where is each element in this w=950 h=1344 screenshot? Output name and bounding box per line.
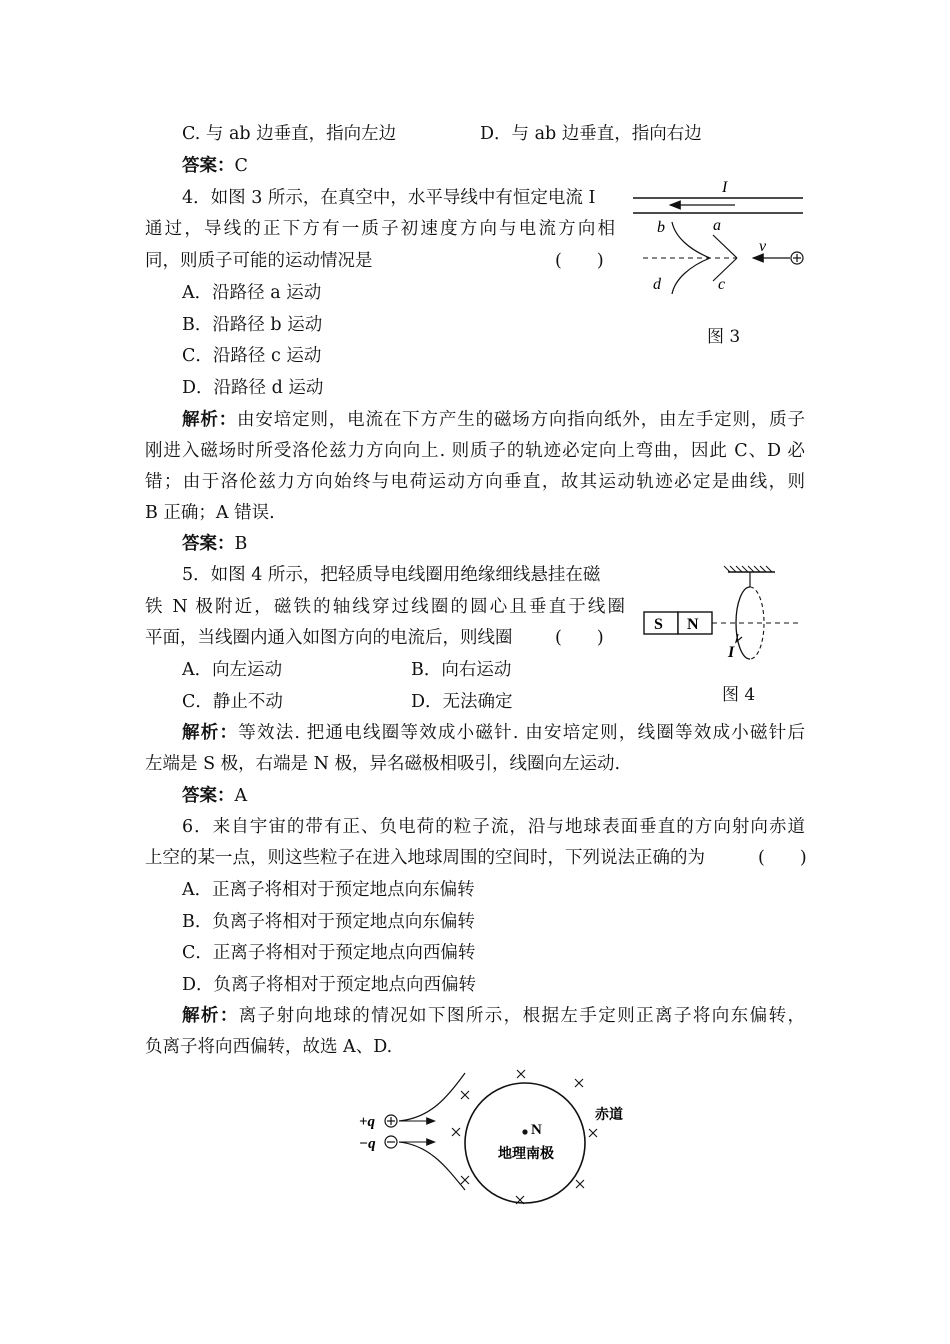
- q6-option-d: D．负离子将相对于预定地点向西偏转: [182, 975, 477, 995]
- analysis-label: 解析：: [182, 1006, 239, 1026]
- figure-3: [625, 175, 825, 300]
- velocity-label: v: [759, 238, 767, 255]
- q4-option-b: B．沿路径 b 运动: [182, 315, 323, 335]
- answer-value: B: [234, 534, 248, 554]
- q4-option-a: A．沿路径 a 运动: [182, 283, 322, 303]
- q5-stem-line3: 平面，当线圈内通入如图方向的电流后，则线圈: [145, 628, 513, 648]
- q5-analysis-line2: 左端是 S 极，右端是 N 极，异名磁极相吸引，线圈向左运动.: [145, 754, 621, 774]
- q5-option-b: B．向右运动: [411, 660, 512, 680]
- analysis-label: 解析：: [182, 410, 238, 430]
- pos-trajectory: [399, 1073, 465, 1121]
- q6-analysis-line2: 负离子将向西偏转，故选 A、D.: [145, 1037, 393, 1057]
- answer-label: 答案：: [182, 156, 235, 176]
- q4-stem-line2: 通过，导线的正下方有一质子初速度方向与电流方向相: [145, 219, 615, 239]
- q6-stem-line1: 6．来自宇宙的带有正、负电荷的粒子流，沿与地球表面垂直的方向射向赤道: [182, 817, 805, 837]
- path-a: [713, 235, 737, 258]
- q3-option-c: C. 与 ab 边垂直，指向左边: [182, 124, 397, 144]
- q4-option-c: C．沿路径 c 运动: [182, 346, 322, 366]
- figure-4: [640, 562, 810, 662]
- north-pole-dot: [522, 1129, 527, 1134]
- q4-analysis-line2: 刚进入磁场时所受洛伦兹力方向向上. 则质子的轨迹必定向上弯曲，因此 C、D 必: [145, 441, 805, 461]
- q5-stem-line2: 铁 N 极附近，磁铁的轴线穿过线圈的圆心且垂直于线圈: [145, 597, 625, 617]
- q6-analysis-line1: 解析：离子射向地球的情况如下图所示，根据左手定则正离子将向东偏转，: [182, 1006, 805, 1026]
- label-d: d: [653, 276, 661, 293]
- magnet-s-label: S: [654, 616, 663, 633]
- pole-label: 地理南极: [498, 1147, 554, 1162]
- earth-circle: [465, 1083, 585, 1203]
- answer-value: A: [234, 786, 248, 806]
- q5-option-d: D．无法确定: [411, 692, 513, 712]
- magnet-n-label: N: [687, 616, 699, 633]
- answer-label: 答案：: [182, 786, 235, 806]
- path-d: [672, 258, 710, 294]
- q4-option-d: D．沿路径 d 运动: [182, 378, 324, 398]
- current-label: I: [728, 644, 735, 661]
- pos-charge-label: +q: [359, 1114, 376, 1130]
- q4-analysis-line3: 错；由于洛伦兹力方向始终与电荷运动方向垂直，故其运动轨迹必定是曲线，则: [145, 472, 805, 492]
- q5-answer: [182, 781, 247, 811]
- q4-analysis-line1: 解析：由安培定则，电流在下方产生的磁场方向指向纸外，由左手定则，质子: [182, 410, 805, 430]
- q6-stem-line2: 上空的某一点，则这些粒子在进入地球周围的空间时，下列说法正确的为: [145, 848, 705, 868]
- label-a: a: [713, 217, 721, 234]
- q5-option-c: C．静止不动: [182, 692, 283, 712]
- q4-analysis-line4: B 正确；A 错误.: [145, 503, 275, 523]
- neg-trajectory: [399, 1142, 465, 1190]
- earth-deflection-diagram: [355, 1068, 635, 1218]
- answer-value: C: [234, 156, 248, 176]
- q5-paren: ( ): [555, 628, 604, 648]
- q5-analysis-line1: 解析：等效法. 把通电线圈等效成小磁针. 由安培定则，线圈等效成小磁针后: [182, 723, 806, 743]
- q5-stem-line1: 5．如图 4 所示，把轻质导电线圈用绝缘细线悬挂在磁: [182, 565, 601, 585]
- q6-option-c: C．正离子将相对于预定地点向西偏转: [182, 943, 476, 963]
- equator-label: 赤道: [595, 1108, 623, 1123]
- q6-paren: ( ): [758, 848, 807, 868]
- q3-option-d: D．与 ab 边垂直，指向右边: [480, 124, 702, 144]
- label-c: c: [718, 276, 726, 293]
- q4-answer: [182, 529, 247, 559]
- q3-answer: [182, 151, 248, 181]
- q5-option-a: A．向左运动: [182, 660, 283, 680]
- north-label: N: [531, 1122, 542, 1138]
- q6-option-b: B．负离子将相对于预定地点向东偏转: [182, 912, 475, 932]
- analysis-label: 解析：: [182, 723, 239, 743]
- figure-4-caption: 图 4: [722, 685, 756, 705]
- figure-3-caption: 图 3: [707, 327, 741, 347]
- q4-paren: ( ): [555, 251, 604, 271]
- answer-label: 答案：: [182, 534, 235, 554]
- q4-stem-line1: 4．如图 3 所示，在真空中，水平导线中有恒定电流 I: [182, 188, 596, 208]
- q6-option-a: A．正离子将相对于预定地点向东偏转: [182, 880, 475, 900]
- path-b: [672, 222, 710, 258]
- neg-charge-label: −q: [359, 1136, 376, 1152]
- q4-stem-line3: 同，则质子可能的运动情况是: [145, 251, 373, 271]
- field-into-page-marks: [452, 1070, 597, 1204]
- label-b: b: [657, 219, 665, 236]
- current-label: I: [722, 179, 728, 196]
